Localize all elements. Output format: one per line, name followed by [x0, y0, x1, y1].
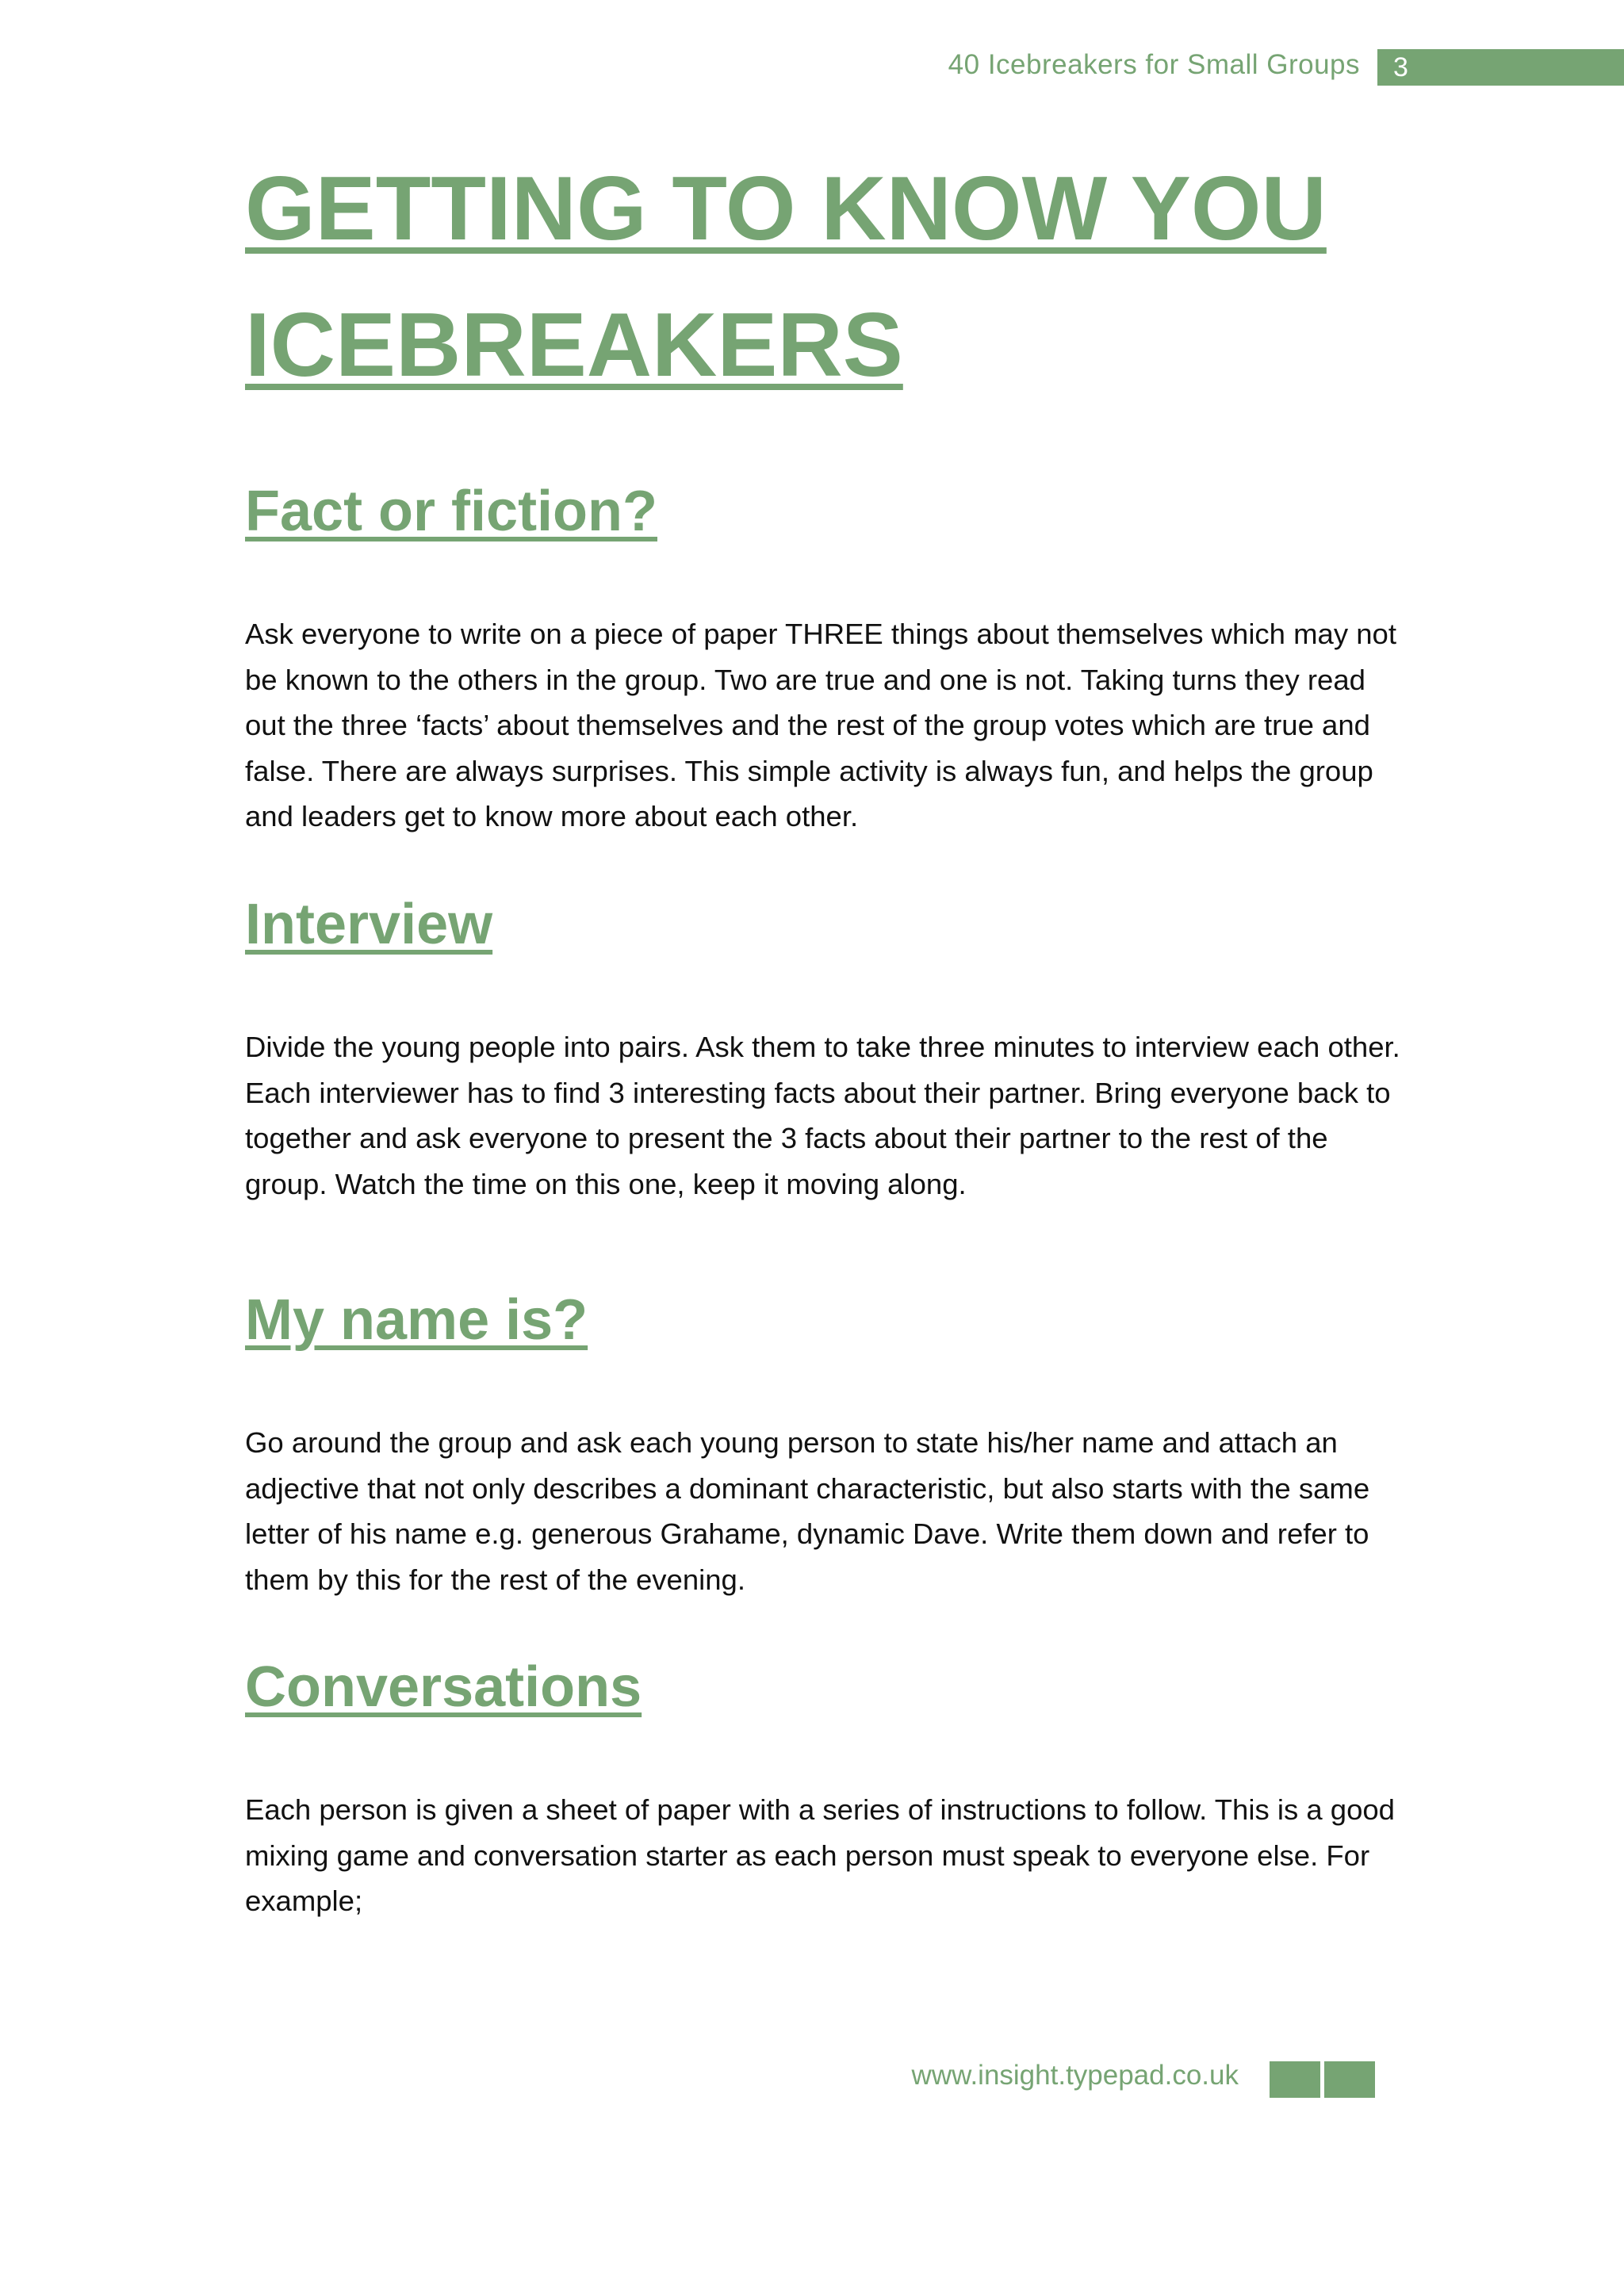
section-heading-my-name-is: My name is? [245, 1288, 588, 1352]
section-heading-fact-or-fiction: Fact or fiction? [245, 480, 657, 543]
footer-decor-block-left [1270, 2061, 1320, 2098]
running-header-title: 40 Icebreakers for Small Groups [948, 49, 1360, 80]
section-heading-interview: Interview [245, 893, 493, 956]
page-title: GETTING TO KNOW YOU ICEBREAKERS [245, 159, 1327, 396]
header-page-number-bar [1377, 49, 1624, 86]
section-body-interview: Divide the young people into pairs. Ask them to take three minutes to interview each other. Each interviewer has to find 3 interesting facts about their partner. Bring everyone back to together and ask everyone to present the 3 facts about their partner to the rest of the group. Watch the time on this one, keep it moving along. [245, 1031, 1400, 1200]
section-body-conversations: Each person is given a sheet of paper with a series of instructions to follow. This is a good mixing game and conversation starter as each person must speak to everyone else. For example; [245, 1793, 1395, 1917]
section-heading-conversations: Conversations [245, 1655, 642, 1719]
section-body-my-name-is: Go around the group and ask each young person to state his/her name and attach an adjective that not only describes a dominant characteristic, but also starts with the same letter of his name e.g. generous Grahame, dynamic Dave. Write them down and refer to them by this for the rest of the evening. [245, 1426, 1370, 1596]
footer-decor-block-right [1324, 2061, 1375, 2098]
page-number: 3 [1393, 52, 1408, 82]
footer-website-url: www.insight.typepad.co.uk [911, 2060, 1239, 2091]
section-body-fact-or-fiction: Ask everyone to write on a piece of paper THREE things about themselves which may not be known to the others in the group. Two are true and one is not. Taking turns they read out the three ‘facts’ about themselves and the rest of the group votes which are true and false. There are always surprises. This simple activity is always fun, and helps the group and leaders get to know more about each other. [245, 618, 1396, 832]
